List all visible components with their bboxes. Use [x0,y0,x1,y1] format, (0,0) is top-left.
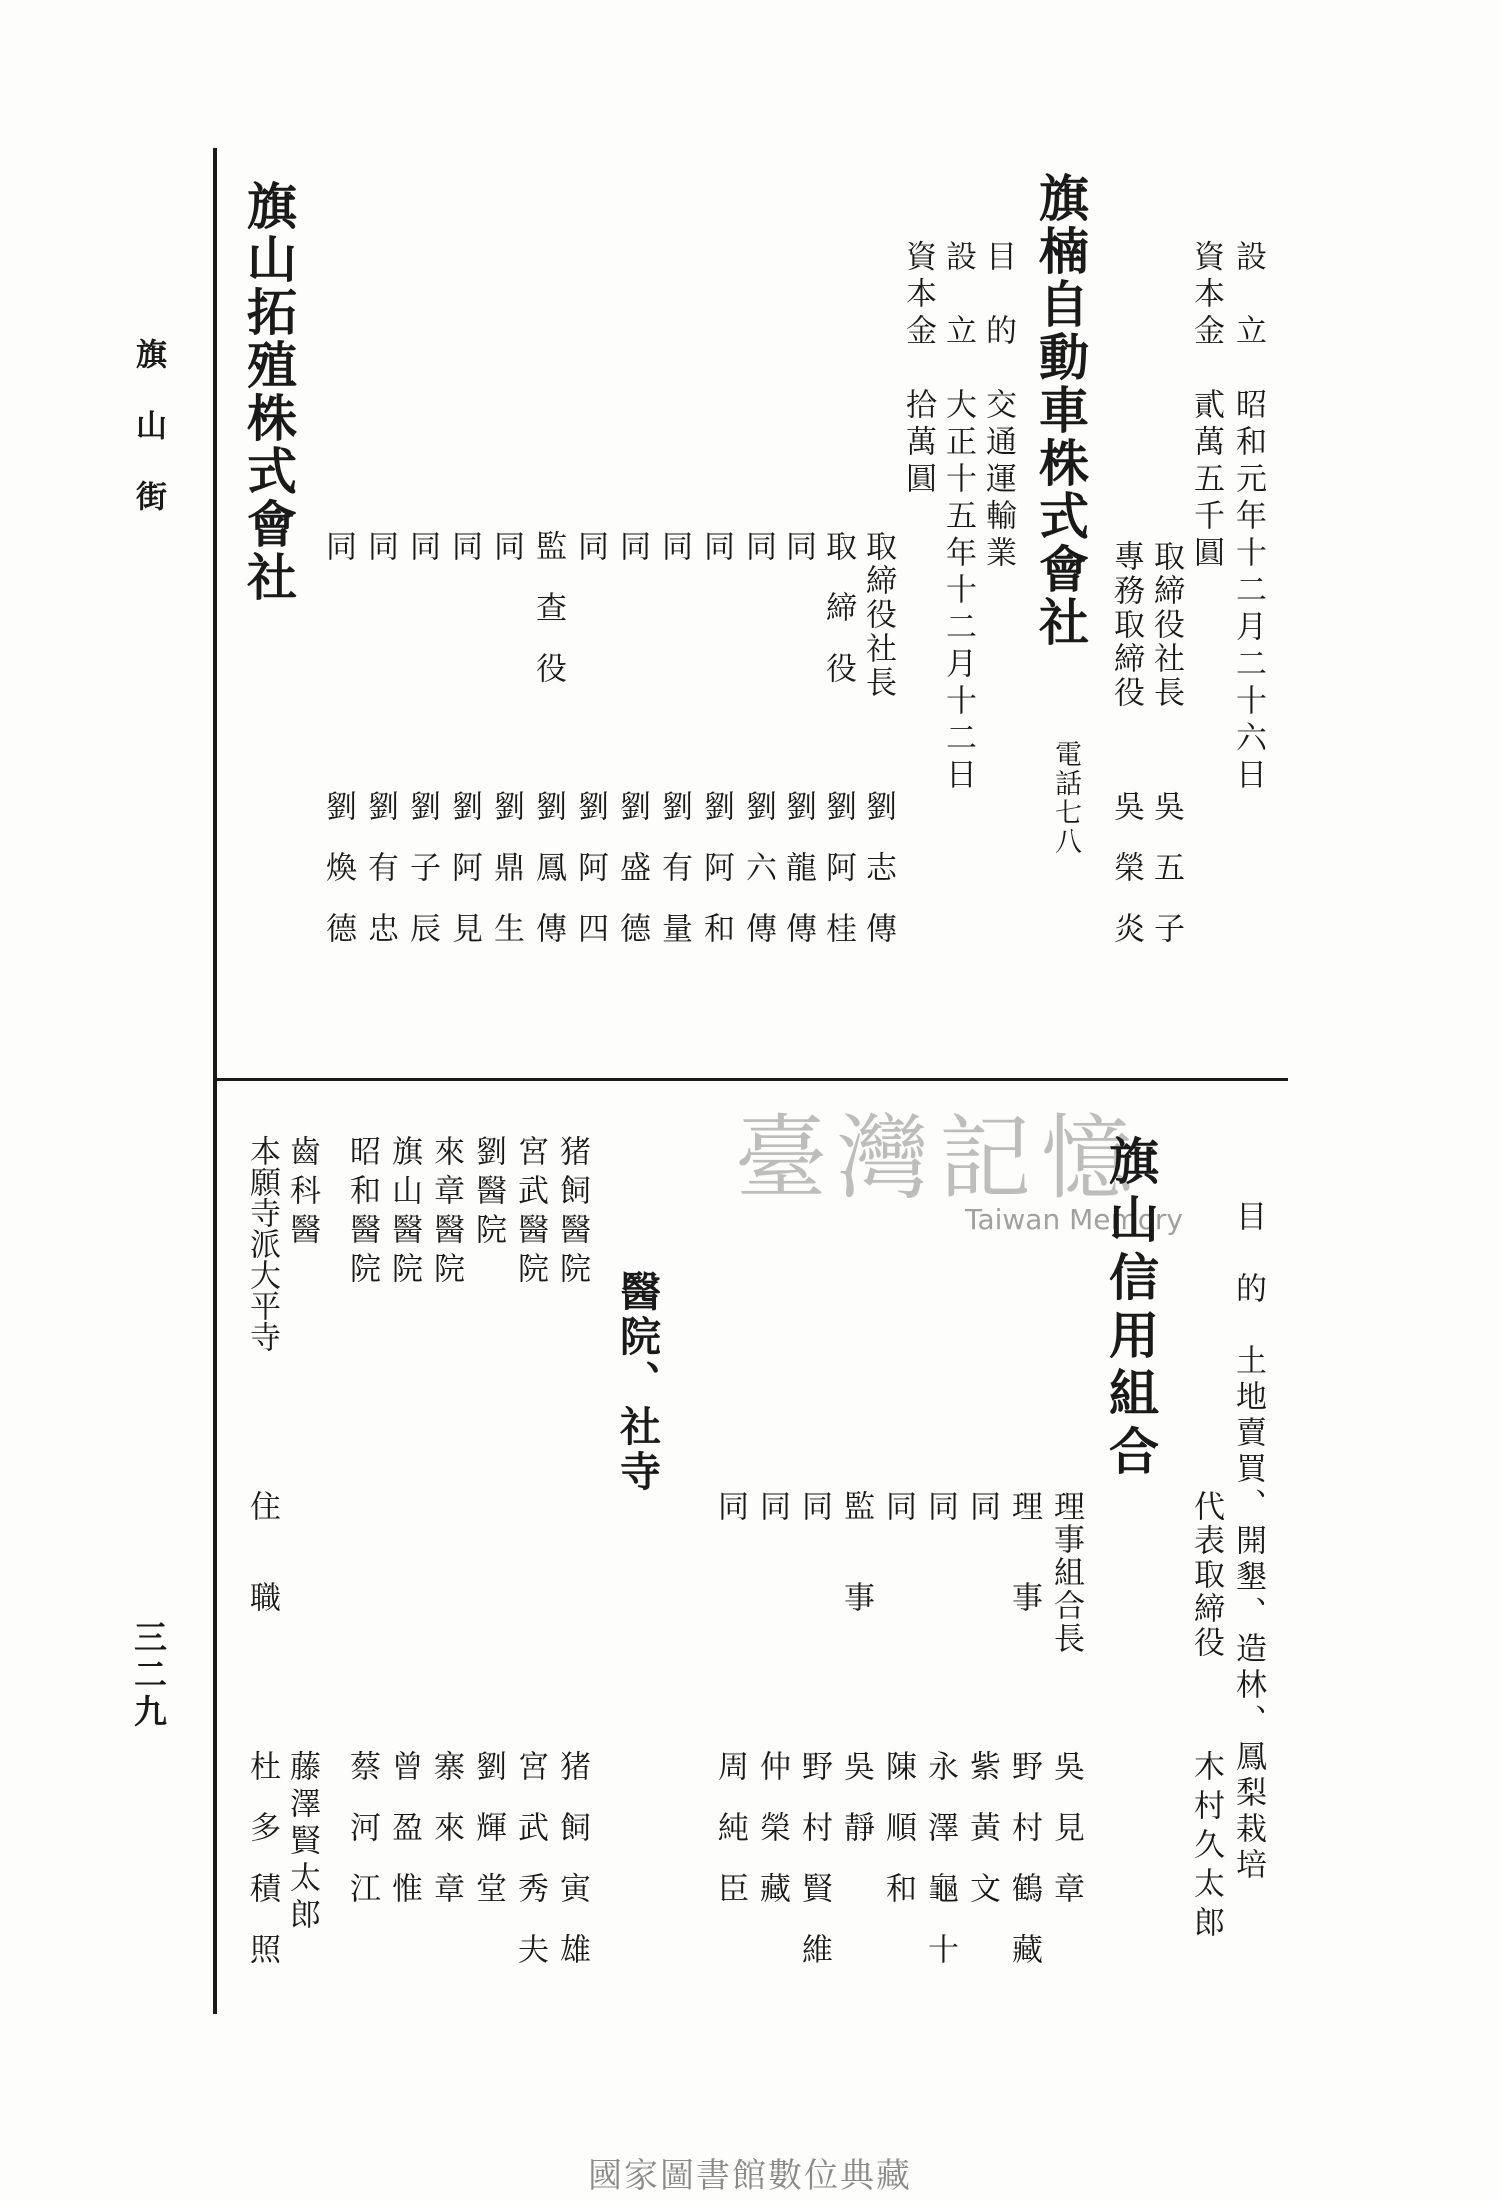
officer-name: 劉子辰 [404,790,440,973]
member-role: 同 [754,1490,790,1523]
member-name: 陳順和 [880,1750,916,1933]
person-name: 杜多積照 [244,1750,280,1994]
officer-name: 劉阿見 [446,790,482,973]
officer-name: 劉鳳傳 [530,790,566,973]
officer-role: 取締役 [820,530,856,713]
member-role: 理事組合長 [1048,1490,1084,1655]
officer-role: 取締役社長 [860,530,896,700]
member-role: 同 [964,1490,1000,1523]
officer-name: 劉阿四 [572,790,608,973]
institution-name: 宮武醫院 [512,1135,548,1291]
officer-role: 同 [698,530,734,564]
institution-name: 齒科醫 [284,1135,320,1252]
member-name: 仲榮藏 [754,1750,790,1933]
officer-role: 專務取締役 [1108,540,1144,710]
person-name: 猪飼寅雄 [554,1750,590,1994]
officer-role: 同 [488,530,524,564]
institution-name: 劉醫院 [470,1135,506,1252]
company-title-kizan-colonization: 旗山拓殖株式會社 [239,180,298,604]
institution-name: 來章醫院 [428,1135,464,1291]
officer-role: 同 [656,530,692,564]
officer-name: 吳五子 [1148,790,1184,973]
officer-role: 同 [362,530,398,564]
phone-number: 電話七八 [1050,740,1081,856]
person-name: 寨來章 [428,1750,464,1933]
member-role: 監事 [838,1490,874,1672]
member-name: 野村鶴藏 [1006,1750,1042,1994]
officer-role: 同 [572,530,608,564]
person-name: 藤澤賢太郎 [284,1750,320,1935]
institution-name: 本願寺派大平寺 [244,1135,280,1352]
purpose-line: 目 的 土地賣買、開墾、造林、鳳梨栽培 [1230,1200,1266,1884]
officer-name: 劉阿桂 [820,790,856,973]
vertical-frame-rule [213,148,217,2014]
established-line: 設 立 昭和元年十二月二十六日 [1230,240,1266,795]
clergy-role: 住職 [244,1490,280,1672]
representative-name: 木村久太郎 [1188,1750,1224,1945]
officer-name: 劉有量 [656,790,692,973]
capital-line: 資本金 貳萬五千圓 [1188,240,1224,573]
company-title-kizan-credit: 旗山信用組合 [1101,1135,1160,1483]
watermark-logo-text: 臺灣記憶 [735,1105,1144,1212]
member-name: 紫黃文 [964,1750,1000,1933]
representative-role: 代表取締役 [1188,1490,1224,1660]
officer-name: 吳榮炎 [1108,790,1144,973]
section-title-hospitals: 醫院、社寺 [613,1270,661,1495]
member-name: 野村賢維 [796,1750,832,1994]
person-name: 劉輝堂 [470,1750,506,1933]
officer-role: 同 [404,530,440,564]
officer-name: 劉煥德 [320,790,356,973]
capital-line: 資本金 拾萬圓 [900,240,936,499]
officer-name: 劉鼎生 [488,790,524,973]
institution-name: 猪飼醫院 [554,1135,590,1291]
established-line: 設 立 大正十五年十二月十二日 [940,240,976,795]
person-name: 蔡河江 [344,1750,380,1933]
institution-name: 旗山醫院 [386,1135,422,1291]
institution-name: 昭和醫院 [344,1135,380,1291]
section-divider-rule [213,1078,1288,1081]
running-head: 旗山街 [130,338,166,551]
officer-name: 劉志傳 [860,790,896,973]
officer-name: 劉盛德 [614,790,650,973]
member-name: 永澤龜十 [922,1750,958,1994]
company-title-kinan-bus: 旗楠自動車株式會社 [1031,172,1090,649]
officer-name: 劉有忠 [362,790,398,973]
officer-role: 同 [446,530,482,564]
watermark-subtitle: Taiwan Memory [965,1203,1183,1236]
officer-name: 劉龍傳 [780,790,816,973]
officer-name: 劉阿和 [698,790,734,973]
officer-role: 同 [614,530,650,564]
member-role: 同 [922,1490,958,1523]
purpose-line: 目 的 交通運輸業 [980,240,1016,573]
officer-role: 取締役社長 [1148,540,1184,710]
member-name: 吳見章 [1048,1750,1084,1933]
member-role: 理事 [1006,1490,1042,1672]
member-role: 同 [712,1490,748,1523]
member-name: 吳靜 [838,1750,874,1872]
officer-name: 劉六傳 [740,790,776,973]
member-role: 同 [880,1490,916,1523]
officer-role: 同 [780,530,816,564]
officer-role: 同 [320,530,356,564]
member-name: 周純臣 [712,1750,748,1933]
member-role: 同 [796,1490,832,1523]
officer-role: 同 [740,530,776,564]
footer-library-credit: 國家圖書館數位典藏 [588,2156,912,2196]
person-name: 宮武秀夫 [512,1750,548,1994]
page-number: 三二九 [129,1620,168,1731]
officer-role: 監查役 [530,530,566,713]
person-name: 曾盈惟 [386,1750,422,1933]
